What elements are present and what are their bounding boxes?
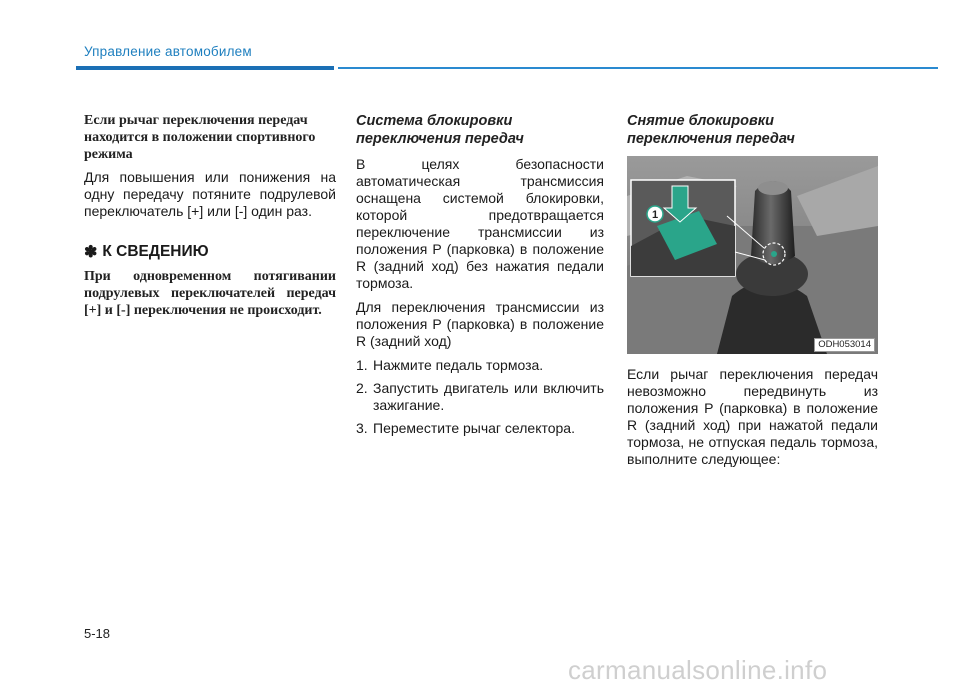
page-number: 5-18 xyxy=(84,626,111,641)
shift-lock-release-heading: Снятие блокировки переключения передач xyxy=(627,113,795,147)
watermark: carmanualsonline.info xyxy=(568,655,828,685)
step-text: Переместите рычаг селектора. xyxy=(373,420,575,436)
asterisk-note-icon: ✽ xyxy=(84,244,98,261)
step-number: 1. xyxy=(356,357,368,373)
sport-mode-paragraph: Для повышения или понижения на одну передачу потяните подрулевой переключатель [+] или [-] один раз. xyxy=(84,169,336,219)
figure-callout-number: 1 xyxy=(651,209,659,221)
list-item xyxy=(356,357,604,374)
list-item xyxy=(356,380,604,414)
note-text: При одновременном потягивании подрулевых переключателей передач [+] и [-] переключения не происходит. xyxy=(84,269,336,318)
header-rule-dark xyxy=(76,66,334,70)
gear-shifter-illustration xyxy=(627,156,878,354)
step-number: 3. xyxy=(356,420,368,436)
shift-lock-heading: Система блокировки переключения передач xyxy=(356,113,524,147)
shift-lock-paragraph-1: В целях безопасности автоматическая трансмиссия оснащена системой блокировки, которой предотвращается переключение трансмиссии из положения P (парковка) в положение R (задний ход) без нажатия педали тормоза. xyxy=(356,156,604,291)
step-text: Запустить двигатель или включить зажигание. xyxy=(373,380,604,413)
list-item xyxy=(356,420,604,437)
shift-lock-paragraph-2: Для переключения трансмиссии из положения P (парковка) в положение R (задний ход) xyxy=(356,299,604,349)
column-3 xyxy=(627,112,878,475)
note-title: К СВЕДЕНИЮ xyxy=(102,243,209,260)
gear-shifter-figure xyxy=(627,156,878,354)
step-number: 2. xyxy=(356,380,368,396)
header-rule-light xyxy=(338,67,938,69)
release-paragraph: Если рычаг переключения передач невозможно передвинуть из положения P (парковка) в положение R (задний ход) при нажатой педали тормоза, не отпуская педаль тормоза, выполните следующее: xyxy=(627,366,878,467)
shift-lock-steps xyxy=(356,357,604,437)
column-2 xyxy=(356,112,604,443)
step-text: Нажмите педаль тормоза. xyxy=(373,357,544,373)
column-1 xyxy=(84,112,336,319)
sport-mode-heading: Если рычаг переключения передач находится в положении спортивного режима xyxy=(84,113,316,162)
note-heading xyxy=(84,242,336,262)
figure-code-label: ODH053014 xyxy=(814,338,875,352)
section-title: Управление автомобилем xyxy=(84,44,252,59)
